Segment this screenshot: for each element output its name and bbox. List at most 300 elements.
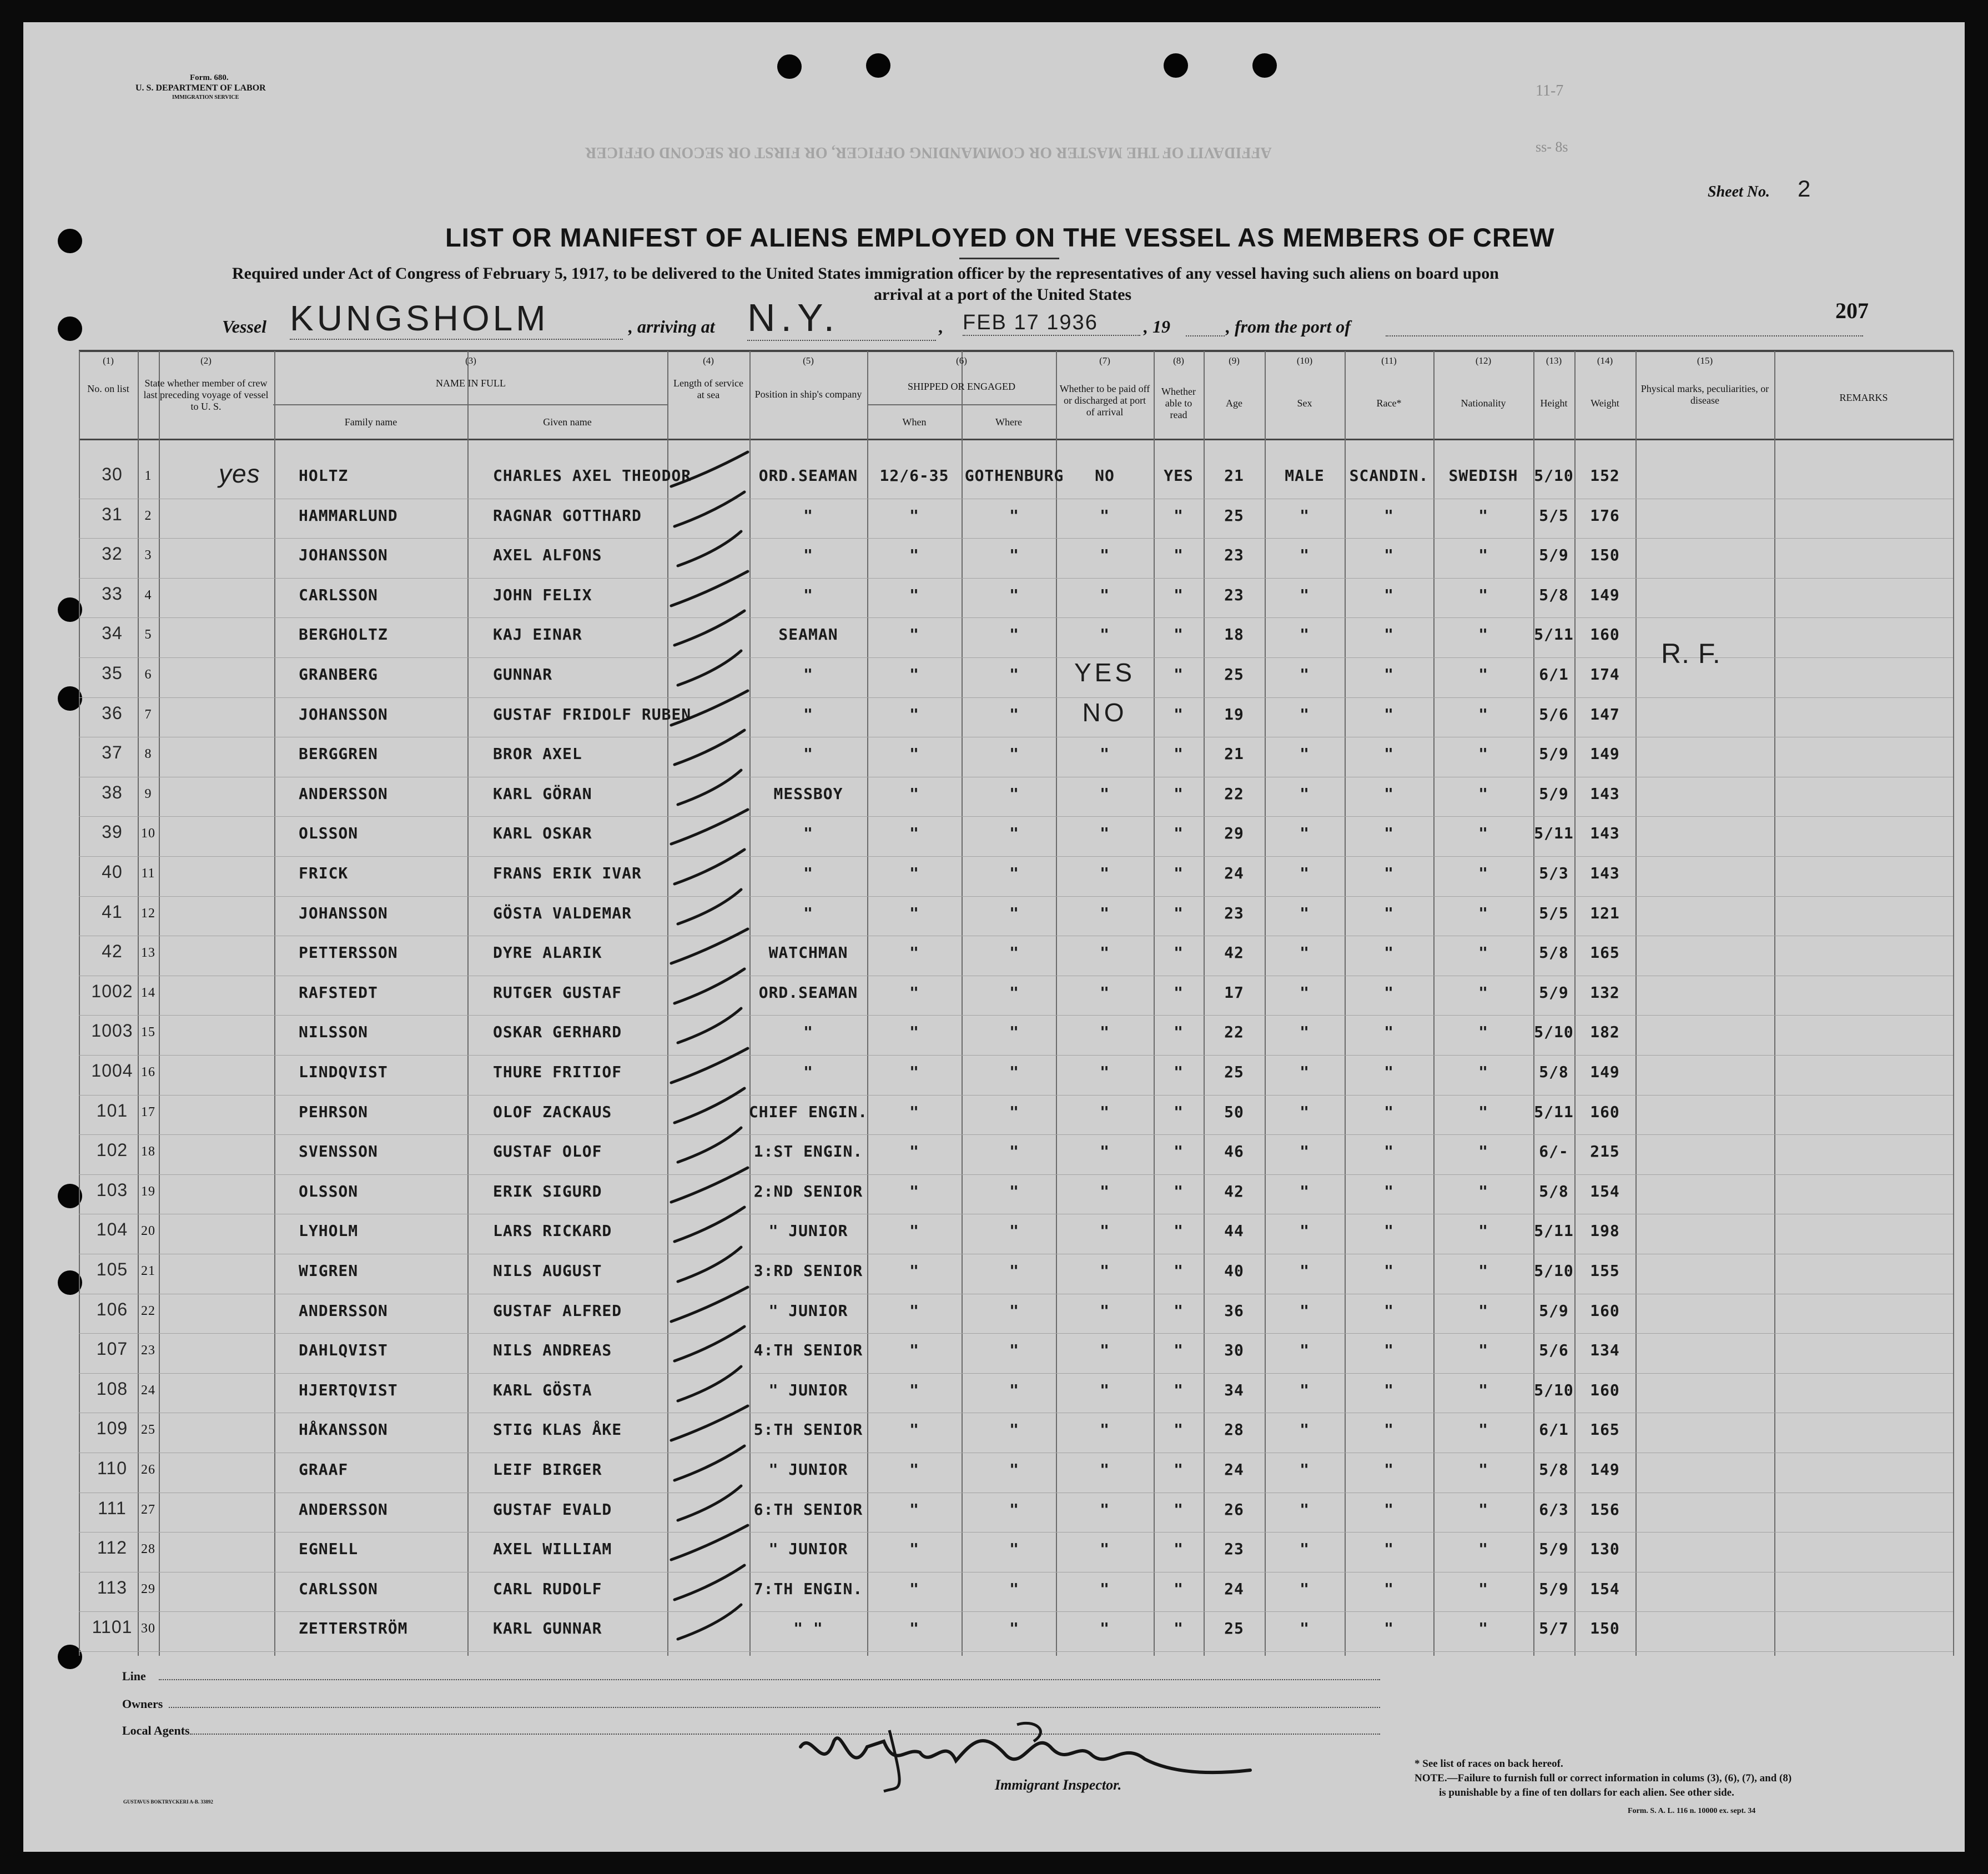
column-number-c14: (14) — [1597, 355, 1613, 366]
column-header-c5: Position in ship's company — [754, 389, 862, 400]
cell-height: 5/5 — [1539, 903, 1569, 922]
cell-age: 42 — [1224, 943, 1244, 962]
cell-paid: " — [1100, 1460, 1110, 1479]
column-header-shipped: SHIPPED OR ENGAGED — [907, 381, 1015, 392]
cell-nat: " — [1478, 1341, 1488, 1360]
row-rule — [79, 896, 1953, 897]
cell-sex: " — [1300, 1142, 1310, 1161]
cell-family: JOHANSSON — [299, 705, 388, 724]
cell-nat: " — [1478, 745, 1488, 763]
cell-sex: " — [1300, 1540, 1310, 1559]
cell-when: " — [909, 824, 919, 843]
cell-family: EGNELL — [299, 1540, 359, 1559]
cell-pos: 7:TH ENGIN. — [753, 1579, 863, 1598]
cell-weight: 150 — [1590, 546, 1620, 565]
cell-age: 30 — [1224, 1341, 1244, 1360]
cell-paid: " — [1100, 943, 1110, 962]
cell-paid: " — [1100, 864, 1110, 882]
cell-nat: " — [1478, 1222, 1488, 1240]
cell-sex: " — [1300, 546, 1310, 565]
cell-family: ZETTERSTRÖM — [299, 1619, 408, 1638]
cell-no: 23 — [141, 1343, 155, 1358]
cell-weight: 143 — [1590, 784, 1620, 803]
cell-read: " — [1174, 1579, 1184, 1598]
cell-where: " — [1009, 585, 1019, 604]
cell-no: 13 — [141, 946, 155, 961]
vessel-name-field[interactable]: KUNGSHOLM — [290, 298, 623, 340]
cell-weight: 152 — [1590, 466, 1620, 485]
cell-physical-marks: R. F. — [1661, 638, 1721, 669]
column-number-c9: (9) — [1229, 355, 1240, 366]
fine-note-line-1: NOTE.—Failure to furnish full or correct information in colums (3), (6), (7), and (8) — [1415, 1772, 1792, 1784]
cell-age: 50 — [1224, 1102, 1244, 1121]
cell-sex: " — [1300, 506, 1310, 525]
column-number-c8: (8) — [1173, 355, 1184, 366]
cell-where: " — [1009, 983, 1019, 1002]
row-rule — [79, 1134, 1953, 1135]
cell-nat: " — [1478, 1102, 1488, 1121]
cell-given: JOHN FELIX — [493, 585, 592, 604]
cell-where: " — [1009, 1301, 1019, 1320]
cell-nat: " — [1478, 1142, 1488, 1161]
cell-age: 21 — [1224, 745, 1244, 763]
cell-read: " — [1174, 1222, 1184, 1240]
cell-nat: " — [1478, 1420, 1488, 1439]
column-rule — [1953, 351, 1954, 1656]
cell-pos: " JUNIOR — [768, 1222, 848, 1240]
service-check-stroke — [665, 766, 759, 810]
cell-paid: " — [1100, 1420, 1110, 1439]
column-header-c7: Whether to be paid off or discharged at port of arrival — [1059, 383, 1150, 418]
cell-nat: " — [1478, 585, 1488, 604]
cell-where: " — [1009, 1182, 1019, 1200]
subcolumn-rule — [962, 405, 963, 1656]
cell-weight: 143 — [1590, 864, 1620, 882]
row-rule — [79, 1055, 1953, 1056]
cell-no: 24 — [141, 1383, 155, 1398]
row-rule — [79, 1532, 1953, 1533]
cell-given: GUNNAR — [493, 665, 553, 684]
column-rule — [1774, 351, 1775, 1656]
column-header-c9: Age — [1226, 398, 1242, 409]
cell-no: 1 — [144, 469, 152, 483]
cell-no: 25 — [141, 1423, 155, 1438]
cell-race: " — [1384, 1262, 1394, 1280]
cell-race: " — [1384, 625, 1394, 644]
signature-text — [856, 1721, 859, 1722]
cell-when: " — [909, 1023, 919, 1042]
cell-weight: 165 — [1590, 1420, 1620, 1439]
cell-when: " — [909, 943, 919, 962]
cell-pos: " — [803, 1023, 813, 1042]
cell-nat: " — [1478, 983, 1488, 1002]
cell-read: " — [1174, 1619, 1184, 1638]
cell-read: " — [1174, 1500, 1184, 1519]
cell-family: JOHANSSON — [299, 546, 388, 565]
column-header-c10: Sex — [1297, 398, 1312, 409]
cell-height: 5/9 — [1539, 1301, 1569, 1320]
cell-weight: 147 — [1590, 705, 1620, 724]
column-number-c6: (6) — [956, 355, 967, 366]
row-rule — [79, 1174, 1953, 1175]
cell-pos: 1:ST ENGIN. — [753, 1142, 863, 1161]
cell-pos: " JUNIOR — [768, 1380, 848, 1399]
cell-no: 15 — [141, 1025, 155, 1040]
cell-pos: 3:RD SENIOR — [753, 1262, 863, 1280]
cell-height: 5/8 — [1539, 585, 1569, 604]
service-check-stroke — [665, 1561, 759, 1605]
service-check-stroke — [665, 1084, 759, 1128]
cell-no: 2 — [144, 508, 152, 523]
line-field[interactable] — [159, 1679, 1380, 1680]
cell-height: 6/3 — [1539, 1500, 1569, 1519]
column-rule — [79, 351, 80, 1656]
cell-age: 25 — [1224, 665, 1244, 684]
cell-no: 11 — [141, 866, 155, 881]
cell-no: 10 — [141, 826, 155, 841]
cell-nat: " — [1478, 1262, 1488, 1280]
cell-when: " — [909, 1262, 919, 1280]
signature-caption: Immigrant Inspector. — [995, 1777, 1122, 1793]
cell-ref: 109 — [96, 1418, 128, 1439]
cell-sex: " — [1300, 665, 1310, 684]
cell-given: GUSTAF OLOF — [493, 1142, 602, 1161]
cell-when: " — [909, 1579, 919, 1598]
cell-ref: 42 — [102, 941, 123, 962]
cell-height: 5/9 — [1539, 784, 1569, 803]
cell-sex: " — [1300, 1341, 1310, 1360]
cell-given: AXEL WILLIAM — [493, 1540, 612, 1559]
cell-read: " — [1174, 983, 1184, 1002]
cell-race: " — [1384, 1380, 1394, 1399]
cell-paid: " — [1100, 1540, 1110, 1559]
cell-pos: ORD.SEAMAN — [758, 466, 858, 485]
cell-where: " — [1009, 1063, 1019, 1081]
cell-read: " — [1174, 705, 1184, 724]
cell-paid: " — [1100, 1023, 1110, 1042]
cell-race: " — [1384, 1182, 1394, 1200]
cell-sex: " — [1300, 824, 1310, 843]
cell-sex: " — [1300, 1182, 1310, 1200]
cell-when: " — [909, 1222, 919, 1240]
service-check-stroke — [665, 1203, 759, 1247]
cell-read: " — [1174, 1420, 1184, 1439]
cell-race: " — [1384, 745, 1394, 763]
cell-given: GÖSTA VALDEMAR — [493, 903, 632, 922]
cell-no: 6 — [144, 667, 152, 682]
cell-given: KARL GÖRAN — [493, 784, 592, 803]
races-note: * See list of races on back hereof. — [1415, 1758, 1563, 1770]
cell-family: ANDERSSON — [299, 1500, 388, 1519]
cell-pos: " — [803, 745, 813, 763]
cell-sex: " — [1300, 1500, 1310, 1519]
cell-ref: 105 — [96, 1259, 128, 1279]
cell-nat: " — [1478, 824, 1488, 843]
cell-race: " — [1384, 1301, 1394, 1320]
name-subheader-rule — [273, 404, 667, 405]
cell-race: " — [1384, 1142, 1394, 1161]
cell-age: 34 — [1224, 1380, 1244, 1399]
cell-sex: " — [1300, 1619, 1310, 1638]
column-rule — [1635, 351, 1637, 1656]
cell-nat: " — [1478, 1579, 1488, 1598]
cell-ref: 30 — [102, 464, 123, 484]
cell-given: NILS AUGUST — [493, 1262, 602, 1280]
column-rule — [274, 351, 275, 1656]
year-field[interactable] — [1186, 329, 1225, 336]
cell-pos: " — [803, 903, 813, 922]
cell-read: " — [1174, 665, 1184, 684]
cell-read: " — [1174, 1301, 1184, 1320]
column-header-given-name: Given name — [543, 416, 592, 428]
cell-age: 40 — [1224, 1262, 1244, 1280]
punch-hole — [1252, 53, 1277, 78]
cell-ref: 40 — [102, 862, 123, 882]
cell-no: 16 — [141, 1065, 155, 1079]
cell-weight: 160 — [1590, 625, 1620, 644]
cell-nat: " — [1478, 1500, 1488, 1519]
cell-when: 12/6-35 — [879, 466, 949, 485]
cell-no: 7 — [144, 707, 152, 722]
cell-race: " — [1384, 903, 1394, 922]
cell-family: OLSSON — [299, 1182, 359, 1200]
cell-family: BERGGREN — [299, 745, 378, 763]
cell-age: 22 — [1224, 784, 1244, 803]
column-header-name-in-full: NAME IN FULL — [436, 378, 506, 389]
cell-sex: " — [1300, 625, 1310, 644]
cell-when: " — [909, 1182, 919, 1200]
column-header-when: When — [902, 416, 927, 428]
cell-paid: " — [1100, 983, 1110, 1002]
cell-height: 5/8 — [1539, 1063, 1569, 1081]
cell-pos: 4:TH SENIOR — [753, 1341, 863, 1360]
cell-when: " — [909, 625, 919, 644]
cell-sex: " — [1300, 1301, 1310, 1320]
cell-weight: 149 — [1590, 1063, 1620, 1081]
cell-paid: " — [1100, 1182, 1110, 1200]
cell-race: " — [1384, 983, 1394, 1002]
cell-race: " — [1384, 1619, 1394, 1638]
cell-read: " — [1174, 824, 1184, 843]
cell-age: 23 — [1224, 903, 1244, 922]
arrival-date-stamp[interactable]: FEB 17 1936 — [963, 311, 1140, 336]
column-number-c10: (10) — [1296, 355, 1313, 366]
cell-when: " — [909, 1540, 919, 1559]
service-check-stroke — [665, 1123, 759, 1168]
cell-sex: " — [1300, 1460, 1310, 1479]
cell-weight: 149 — [1590, 745, 1620, 763]
cell-read: " — [1174, 1102, 1184, 1121]
cell-height: 5/10 — [1534, 1380, 1574, 1399]
cell-no: 18 — [141, 1144, 155, 1159]
cell-paid: " — [1100, 1380, 1110, 1399]
cell-read: " — [1174, 546, 1184, 565]
cell-read: " — [1174, 745, 1184, 763]
cell-no: 14 — [141, 985, 155, 1000]
cell-family: CARLSSON — [299, 1579, 378, 1598]
cell-paid: " — [1100, 903, 1110, 922]
cell-when: " — [909, 864, 919, 882]
manifest-title: LIST OR MANIFEST OF ALIENS EMPLOYED ON THE VESSEL AS MEMBERS OF CREW — [445, 223, 1555, 252]
cell-pos: " — [803, 824, 813, 843]
cell-family: DAHLQVIST — [299, 1341, 388, 1360]
cell-weight: 150 — [1590, 1619, 1620, 1638]
cell-sex: " — [1300, 705, 1310, 724]
cell-given: STIG KLAS ÅKE — [493, 1420, 622, 1439]
cell-ref: 37 — [102, 742, 123, 763]
cell-paid: NO — [1082, 697, 1128, 727]
column-rule — [867, 351, 868, 1656]
cell-ref: 1101 — [92, 1617, 133, 1637]
service-check-stroke — [665, 1163, 759, 1208]
cell-pos: " — [803, 585, 813, 604]
cell-weight: 174 — [1590, 665, 1620, 684]
cell-nat: " — [1478, 943, 1488, 962]
cell-ref: 1003 — [91, 1021, 133, 1041]
column-rule — [1345, 351, 1346, 1656]
cell-weight: 121 — [1590, 903, 1620, 922]
cell-age: 25 — [1224, 1063, 1244, 1081]
cell-family: WIGREN — [299, 1262, 359, 1280]
service-check-stroke — [665, 964, 759, 1009]
column-header-c15: Physical marks, peculiarities, or disease — [1640, 383, 1769, 406]
cell-no: 22 — [141, 1303, 155, 1318]
cell-when: " — [909, 1142, 919, 1161]
cell-when: " — [909, 903, 919, 922]
cell-weight: 154 — [1590, 1579, 1620, 1598]
cell-family: SVENSSON — [299, 1142, 378, 1161]
cell-age: 46 — [1224, 1142, 1244, 1161]
column-header-remarks: REMARKS — [1839, 392, 1888, 403]
cell-race: SCANDIN. — [1349, 466, 1429, 485]
punch-hole — [58, 316, 82, 341]
service-check-stroke — [665, 686, 759, 731]
cell-no: 26 — [141, 1463, 155, 1477]
cell-nat: " — [1478, 1460, 1488, 1479]
form-reference: Form. S. A. L. 116 n. 10000 ex. sept. 34 — [1628, 1807, 1756, 1815]
cell-weight: 149 — [1590, 1460, 1620, 1479]
service-check-stroke — [665, 1401, 759, 1446]
cell-height: 5/11 — [1534, 1222, 1574, 1240]
cell-given: OSKAR GERHARD — [493, 1023, 622, 1042]
cell-where: " — [1009, 824, 1019, 843]
cell-ref: 108 — [96, 1378, 128, 1399]
row-rule — [79, 697, 1953, 698]
sheet-number-label: Sheet No. — [1708, 183, 1770, 200]
cell-family: PETTERSSON — [299, 943, 398, 962]
form-number: Form. 680. — [190, 73, 229, 82]
cell-height: 5/9 — [1539, 1540, 1569, 1559]
cell-paid: " — [1100, 1619, 1110, 1638]
column-rule — [1204, 351, 1205, 1656]
cell-given: BROR AXEL — [493, 745, 582, 763]
cell-race: " — [1384, 1500, 1394, 1519]
cell-race: " — [1384, 1222, 1394, 1240]
cell-where: " — [1009, 943, 1019, 962]
cell-given: THURE FRITIOF — [493, 1063, 622, 1081]
punch-hole — [866, 53, 890, 78]
service-check-stroke — [665, 1600, 759, 1645]
cell-no: 9 — [144, 786, 152, 801]
cell-given: KARL GUNNAR — [493, 1619, 602, 1638]
cell-given: KAJ EINAR — [493, 625, 582, 644]
row-rule — [79, 1095, 1953, 1096]
cell-paid: NO — [1095, 466, 1115, 485]
cell-paid: YES — [1074, 658, 1136, 687]
column-rule — [1056, 351, 1057, 1656]
cell-weight: 182 — [1590, 1023, 1620, 1042]
cell-age: 29 — [1224, 824, 1244, 843]
cell-age: 42 — [1224, 1182, 1244, 1200]
cell-height: 5/7 — [1539, 1619, 1569, 1638]
cell-age: 25 — [1224, 1619, 1244, 1638]
service-check-stroke — [665, 567, 759, 611]
service-check-stroke — [665, 925, 759, 969]
cell-family: GRANBERG — [299, 665, 378, 684]
cell-family: LYHOLM — [299, 1222, 359, 1240]
cell-when: " — [909, 546, 919, 565]
cell-paid: " — [1100, 824, 1110, 843]
cell-pos: " JUNIOR — [768, 1460, 848, 1479]
cell-pos: ORD.SEAMAN — [758, 983, 858, 1002]
cell-ref: 107 — [96, 1339, 128, 1359]
column-header-c2: State whether member of crew last preceding voyage of vessel to U. S. — [143, 378, 269, 412]
cell-family: OLSSON — [299, 824, 359, 843]
cell-when: " — [909, 585, 919, 604]
cell-family: ANDERSSON — [299, 1301, 388, 1320]
cell-weight: 160 — [1590, 1380, 1620, 1399]
cell-where: " — [1009, 1142, 1019, 1161]
cell-given: ERIK SIGURD — [493, 1182, 602, 1200]
cell-ref: 38 — [102, 782, 123, 802]
cell-age: 24 — [1224, 1579, 1244, 1598]
cell-age: 23 — [1224, 1540, 1244, 1559]
column-number-c15: (15) — [1697, 355, 1713, 366]
cell-given: FRANS ERIK IVAR — [493, 864, 642, 882]
cell-age: 36 — [1224, 1301, 1244, 1320]
cell-no: 27 — [141, 1502, 155, 1517]
service-check-stroke — [665, 488, 759, 532]
pencil-mark: ss- 8s — [1536, 139, 1568, 155]
cell-where: " — [1009, 506, 1019, 525]
cell-paid: " — [1100, 1301, 1110, 1320]
service-check-stroke — [665, 527, 759, 571]
sheet-number-value: 2 — [1798, 175, 1811, 202]
cell-given: LEIF BIRGER — [493, 1460, 602, 1479]
from-port-field[interactable] — [1386, 320, 1863, 336]
column-number-c12: (12) — [1475, 355, 1492, 366]
cell-age: 19 — [1224, 705, 1244, 724]
column-number-c7: (7) — [1099, 355, 1110, 366]
cell-race: " — [1384, 585, 1394, 604]
cell-no: 3 — [144, 548, 152, 563]
cell-read: " — [1174, 1380, 1184, 1399]
cell-where: " — [1009, 1262, 1019, 1280]
row-rule — [79, 1611, 1953, 1612]
arriving-port-field[interactable]: N.Y. — [747, 295, 936, 341]
service-check-stroke — [665, 1044, 759, 1088]
service-check-stroke — [665, 1362, 759, 1406]
cell-where: " — [1009, 1619, 1019, 1638]
cell-given: AXEL ALFONS — [493, 546, 602, 565]
cell-read: " — [1174, 1262, 1184, 1280]
service-check-stroke — [665, 1004, 759, 1048]
cell-height: 6/1 — [1539, 665, 1569, 684]
cell-paid: " — [1100, 1262, 1110, 1280]
cell-read: " — [1174, 864, 1184, 882]
comma-separator: , — [938, 316, 943, 336]
cell-age: 21 — [1224, 466, 1244, 485]
